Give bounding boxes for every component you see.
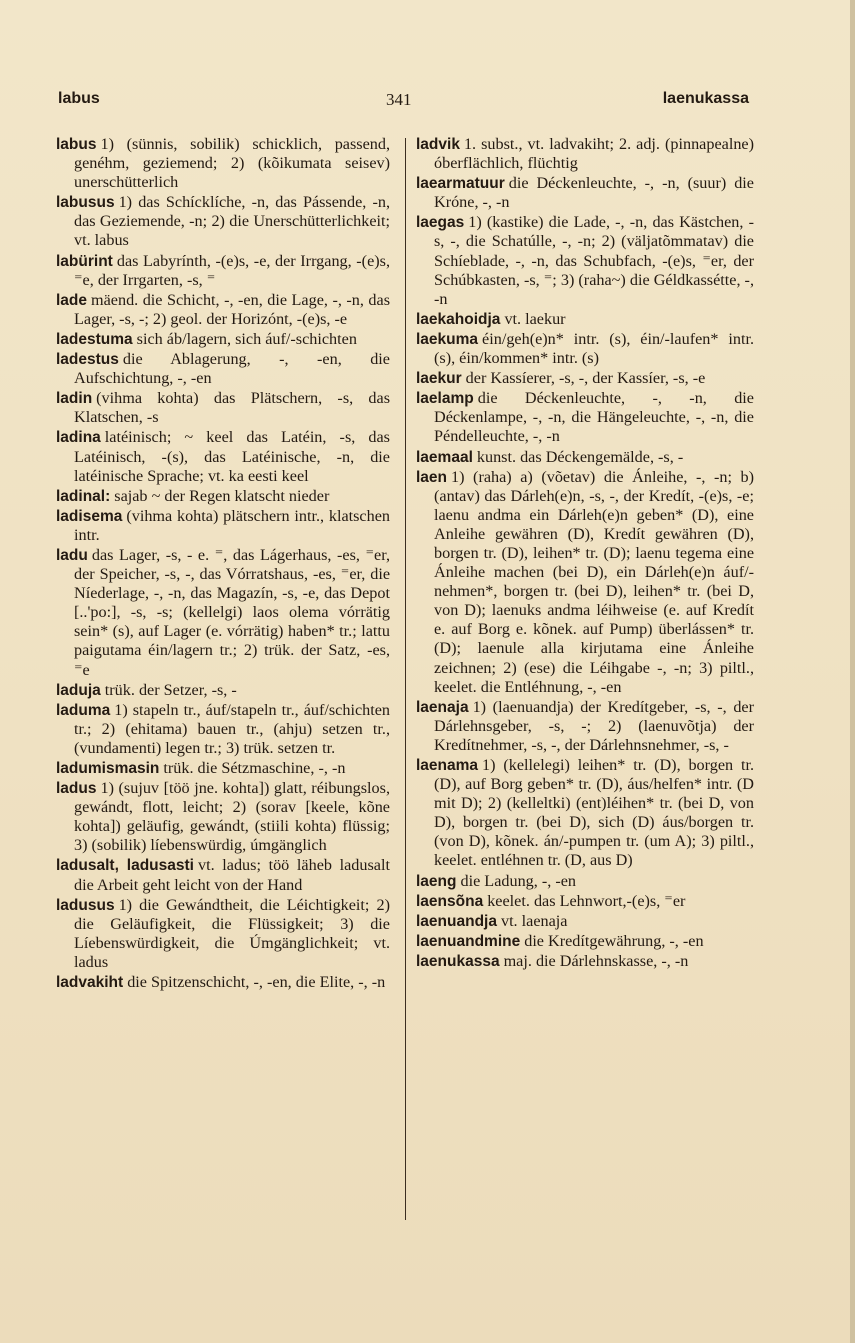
dictionary-entry (416, 952, 754, 971)
entry-translation: kunst. das Déckengemälde, -s, - (476, 447, 684, 466)
dictionary-entry (56, 701, 390, 758)
entry-headword: laelamp (416, 390, 474, 408)
dictionary-entry (56, 389, 390, 427)
entry-headword: laensõna (416, 892, 484, 910)
entry-translation: die Ladung, -, -en (460, 871, 577, 890)
page-number: 341 (386, 90, 412, 109)
dictionary-entry (416, 698, 754, 755)
right-column (416, 135, 754, 972)
dictionary-entry (56, 252, 390, 290)
dictionary-entry (56, 135, 390, 192)
entry-translation: die Spitzenschicht, -, -en, die Elite, -, -n (127, 973, 386, 992)
dictionary-entry (56, 546, 390, 680)
entry-translation: mäend. die Schicht, -, -en, die Lage, -, -n, das Lager, -s, -; 2) geol. der Horizónt, -(e)s, -e (74, 290, 390, 328)
entry-headword: laenukassa (416, 952, 500, 970)
entry-headword: laearmatuur (416, 175, 505, 193)
entry-translation: sajab ~ der Regen klatscht nieder (114, 486, 330, 505)
entry-translation: der Kassíerer, -s, -, der Kassíer, -s, -e (465, 369, 706, 388)
entry-headword: lade (56, 291, 88, 309)
entry-translation: 1) das Schícklíche, -n, das Pássende, -n, das Geziemende, -n; 2) die Unerschütterlichkeit; vt. labus (74, 193, 390, 250)
entry-translation: 1) (laenuandja) der Kredítgeber, -s, -, der Dárlehnsgeber, -s, -; 2) (laenuvõtja) der Kredítnehmer, -s, -, der Dárlehnsnehmer, -s, - (434, 697, 754, 754)
dictionary-entry (416, 330, 754, 368)
dictionary-entry (56, 759, 390, 778)
entry-translation: 1) die Gewándtheit, die Léichtigkeit; 2) die Geläufigkeit, die Flüssigkeit; 3) die Líebenswürdigkeit, die Úmgänglichkeit; vt. ladus (74, 895, 390, 971)
entry-headword: laekur (416, 370, 462, 388)
entry-headword: laduja (56, 681, 101, 699)
dictionary-entry (56, 350, 390, 388)
dictionary-entry (416, 912, 754, 931)
dictionary-entry (416, 872, 754, 891)
entry-headword: laemaal (416, 448, 473, 466)
dictionary-entry (416, 389, 754, 446)
entry-translation: das Lager, -s, - e. ⁼, das Lágerhaus, -es, ⁼er, der Speicher, -s, -, das Vórratshaus, -es, ⁼er, die Níederlage, -, -n, das Magazín, -s, -e, das Depot [..'po:], -s, -s; (kellelgi) laos olema vórrätig sein* (s), auf Lager (e. vórrätig) haben* tr.; lattu paigutama éin/lagern tr.; 2) trük. der Satz, -es, ⁼e (74, 545, 390, 679)
dictionary-entry (56, 779, 390, 855)
left-column (56, 135, 390, 993)
dictionary-entry (416, 932, 754, 951)
entry-headword: laenuandja (416, 912, 497, 930)
entry-headword: laenuandmine (416, 932, 521, 950)
entry-headword: laegas (416, 214, 465, 232)
entry-translation: 1. subst., vt. ladvakiht; 2. adj. (pinnapealne) óberflächlich, flüchtig (434, 135, 754, 173)
entry-translation: 1) stapeln tr., áuf/stapeln tr., áuf/schichten tr.; 2) (ehitama) bauen tr., (ahju) setzen tr., (vundamenti) legen tr.; 3) trük. setzen tr. (74, 700, 390, 757)
entry-headword: laduma (56, 701, 111, 719)
entry-headword: labusus (56, 194, 115, 212)
dictionary-entry (56, 193, 390, 250)
entry-translation: trük. die Sétzmaschine, -, -n (163, 759, 346, 777)
dictionary-entry (56, 896, 390, 972)
entry-headword: ladusus (56, 896, 115, 914)
entry-translation: das Labyrínth, -(e)s, -e, der Irrgang, -(e)s, ⁼e, der Irrgarten, -s, ⁼ (74, 251, 390, 289)
column-divider (405, 138, 406, 1220)
dictionary-entry (416, 174, 754, 212)
entry-headword: ladestus (56, 351, 119, 369)
entry-headword: laenaja (416, 698, 469, 716)
dictionary-entry (56, 291, 390, 329)
running-header (0, 90, 855, 116)
entry-headword: ladestuma (56, 330, 133, 348)
guide-word-left: labus (58, 90, 100, 107)
entry-headword: labürint (56, 252, 113, 270)
guide-word-right: laenukassa (662, 90, 749, 107)
entry-headword: laen (416, 468, 448, 486)
dictionary-entry (416, 756, 754, 871)
dictionary-entry (56, 856, 390, 894)
dictionary-entry (416, 369, 754, 388)
dictionary-entry (416, 448, 754, 467)
entry-headword: ladvakiht (56, 974, 124, 992)
entry-headword: laeng (416, 872, 457, 890)
dictionary-entry (416, 892, 754, 911)
entry-translation: vt. laekur (504, 309, 566, 328)
entry-headword: ladina (56, 429, 101, 447)
entry-translation: 1) (kastike) die Lade, -, -n, das Kästchen, -s, -, die Schatúlle, -, -n; 2) (väljatõmmatav) die Schíeblade, -, -n, das Schubfach, -(e)s, ⁼er, der Schúbkasten, -s, ⁼; 3) (raha~) die Géldkassétte, -, -n (434, 213, 754, 308)
dictionary-entry (56, 507, 390, 545)
dictionary-entry (56, 487, 390, 506)
entry-translation: sich áb/lagern, sich áuf/-schichten (136, 329, 357, 348)
entry-headword: ladisema (56, 507, 123, 525)
entry-headword: ladinal: (56, 487, 111, 505)
dictionary-entry (56, 681, 390, 700)
entry-headword: labus (56, 136, 97, 153)
entry-translation: keelet. das Lehnwort,-(e)s, ⁼er (487, 891, 686, 910)
dictionary-entry (56, 330, 390, 349)
dictionary-entry (56, 428, 390, 485)
entry-headword: ladu (56, 546, 88, 564)
entry-translation: éin/geh(e)n* intr. (s), éin/-laufen* intr. (s), éin/kommen* intr. (s) (434, 329, 754, 368)
entry-translation: 1) (kellelegi) leihen* tr. (D), borgen tr. (D), auf Borg geben* tr. (D), áus/helfen* intr. (D mit D); 2) (kelleltki) (ent)léihen* tr. (bei D, von D), borgen tr. (bei D), sich (D) áus/borgen tr. (von D), kõnek. án/-pumpen tr. (um A); 3) piltl., keelet. entléhnen tr. (D, aus D) (434, 756, 754, 870)
entry-translation: die Kredítgewährung, -, -en (524, 931, 704, 950)
dictionary-entry (416, 468, 754, 697)
entry-headword: ladumismasin (56, 760, 160, 777)
entry-headword: ladusalt, ladusasti (56, 857, 194, 875)
entry-translation: 1) (sujuv [töö jne. kohta]) glatt, réibungslos, gewándt, flott, leicht; 2) (sorav [keele, kõne kohta]) geläufig, gewándt, (stiili kohta) flüssig; 3) (sobilik) líebenswürdig, úmgänglich (74, 779, 390, 855)
entry-translation: 1) (sünnis, sobilik) schicklich, passend, genéhm, geziemend; 2) (kõikumata seisev) unerschütterlich (74, 135, 390, 192)
entry-headword: laekahoidja (416, 310, 501, 328)
page-edge-shadow (850, 0, 855, 1343)
entry-translation: maj. die Dárlehnskasse, -, -n (503, 951, 689, 970)
entry-headword: ladvik (416, 136, 460, 153)
dictionary-entry (416, 310, 754, 329)
entry-headword: ladin (56, 390, 93, 408)
entry-headword: laenama (416, 757, 479, 774)
entry-translation: latéinisch; ~ keel das Latéin, -s, das Latéinisch, -(s), das Latéinische, -n, die latéinische Sprache; vt. ka eesti keel (74, 428, 390, 485)
entry-translation: vt. ladus; töö läheb ladusalt die Arbeit geht leicht von der Hand (74, 856, 390, 894)
entry-translation: (vihma kohta) das Plätschern, -s, das Klatschen, -s (74, 389, 390, 427)
dictionary-entry (416, 135, 754, 173)
entry-translation: (vihma kohta) plätschern intr., klatschen intr. (74, 506, 390, 544)
dictionary-entry (56, 973, 390, 992)
entry-translation: vt. laenaja (500, 911, 568, 930)
entry-translation: die Déckenleuchte, -, -n, die Déckenlampe, -, -n, die Hängeleuchte, -, -n, die Péndelleuchte, -, -n (434, 389, 754, 446)
entry-translation: die Ablagerung, -, -en, die Aufschichtung, -, -en (74, 350, 390, 388)
entry-headword: ladus (56, 780, 97, 798)
dictionary-entry (416, 213, 754, 308)
entry-translation: die Déckenleuchte, -, -n, (suur) die Króne, -, -n (434, 174, 754, 212)
entry-translation: trük. der Setzer, -s, - (104, 680, 237, 699)
entry-translation: 1) (raha) a) (võetav) die Ánleihe, -, -n; b) (antav) das Dárleh(e)n, -s, -, der Kredít, -(e)s, -e; laenu andma ein Dárleh(e)n geben* (D), eine Anleihe gewähren (D), Kredít gewähren (D), borgen tr. (D), leihen* tr. (D); laenu tegema eine Ánleihe machen (bei D), ein Dárleh(e)n áuf/-nehmen*, borgen tr. (bei D), leihen* tr. (bei D, von D); laenuks andma léihweise (e. auf Kredít e. auf Borg e. kõnek. auf Pump) überlássen* tr. (D); laenule alla kirjutama eine Ánleihe zeichnen; 2) (ese) die Léihgabe -, -n; 3) piltl., keelet. die Entléhnung, -, -en (434, 467, 754, 696)
entry-headword: laekuma (416, 330, 479, 348)
